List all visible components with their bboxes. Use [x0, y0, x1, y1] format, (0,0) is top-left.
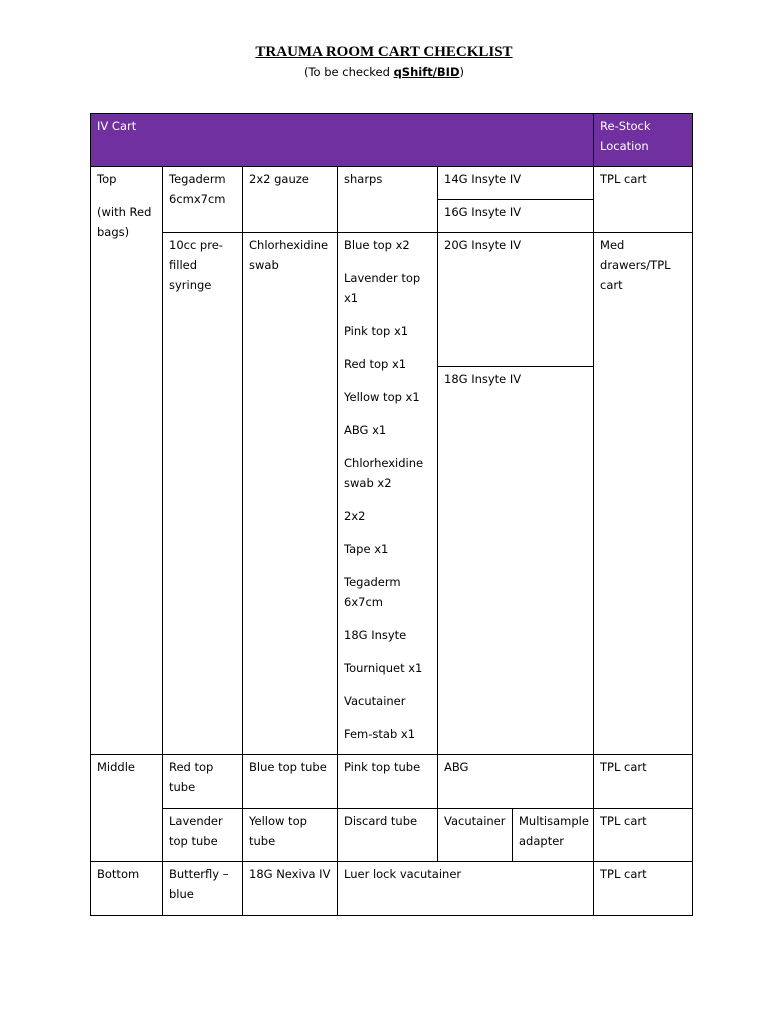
- top-item: Chlorhexidine swab: [243, 233, 338, 755]
- top-item: 2x2 gauze: [243, 167, 338, 233]
- list-item: Chlorhexidine swab x2: [344, 456, 424, 490]
- list-item: Blue top x2: [344, 238, 410, 252]
- list-item: Lavender top x1: [344, 271, 421, 305]
- top-item: 10cc pre-filled syringe: [163, 233, 243, 755]
- middle-item: Yellow top tube: [243, 809, 338, 862]
- section-sublabel: (with Red bags): [97, 205, 152, 239]
- top-item: 18G Insyte IV: [444, 372, 522, 386]
- bottom-item: Luer lock vacutainer: [338, 862, 594, 916]
- kit-items-stack: [344, 235, 431, 744]
- middle-item: Lavender top tube: [163, 809, 243, 862]
- middle-item: Multisample adapter: [513, 809, 594, 862]
- header-restock-location: Re-Stock Location: [594, 114, 693, 167]
- document-subtitle: [0, 65, 768, 79]
- middle-item: Red top tube: [163, 755, 243, 809]
- restock-location-cell: TPL cart: [594, 167, 693, 233]
- restock-location-cell: TPL cart: [594, 809, 693, 862]
- top-item: sharps: [338, 167, 438, 233]
- list-item: Tegaderm 6x7cm: [344, 575, 401, 609]
- subtitle-prefix: (To be checked: [303, 65, 394, 79]
- iv-start-kit-list: [338, 233, 438, 755]
- section-middle-label: Middle: [91, 755, 163, 862]
- top-item: 14G Insyte IV: [438, 167, 594, 200]
- section-top-label: [91, 167, 163, 755]
- table-row: [91, 233, 693, 755]
- list-item: Fem-stab x1: [344, 727, 416, 741]
- list-item: Tape x1: [344, 542, 389, 556]
- bottom-item: 18G Nexiva IV: [243, 862, 338, 916]
- list-item: Red top x1: [344, 357, 407, 371]
- list-item: ABG x1: [344, 423, 387, 437]
- checklist-table: [90, 113, 693, 916]
- list-item: Yellow top x1: [344, 390, 420, 404]
- list-item: 2x2: [344, 509, 366, 523]
- restock-location-cell: TPL cart: [594, 862, 693, 916]
- list-item: 18G Insyte: [344, 628, 407, 642]
- subtitle-frequency: qShift/BID: [393, 65, 460, 79]
- middle-item: Discard tube: [338, 809, 438, 862]
- list-item: Pink top x1: [344, 324, 409, 338]
- middle-item: Vacutainer: [438, 809, 513, 862]
- header-iv-cart: IV Cart: [91, 114, 594, 167]
- bottom-item: Butterfly – blue: [163, 862, 243, 916]
- section-bottom-label: Bottom: [91, 862, 163, 916]
- middle-item: Pink top tube: [338, 755, 438, 809]
- document-title: TRAUMA ROOM CART CHECKLIST: [255, 44, 513, 60]
- section-label: Top: [97, 172, 117, 186]
- list-item: Tourniquet x1: [344, 661, 423, 675]
- table-header-row: [91, 114, 693, 167]
- list-item: Vacutainer: [344, 694, 406, 708]
- restock-location-cell: Med drawers/TPL cart: [594, 233, 693, 755]
- top-item: 16G Insyte IV: [438, 200, 594, 233]
- subtitle-suffix: ): [459, 65, 464, 79]
- restock-location-cell: TPL cart: [594, 755, 693, 809]
- table-row: [91, 755, 693, 809]
- top-item: 20G Insyte IV: [438, 233, 593, 367]
- iv-size-split-cell: [438, 233, 594, 755]
- table-row: [91, 862, 693, 916]
- middle-item: ABG: [438, 755, 594, 809]
- top-item: Tegaderm 6cmx7cm: [163, 167, 243, 233]
- table-row: [91, 809, 693, 862]
- middle-item: Blue top tube: [243, 755, 338, 809]
- table-row: [91, 167, 693, 200]
